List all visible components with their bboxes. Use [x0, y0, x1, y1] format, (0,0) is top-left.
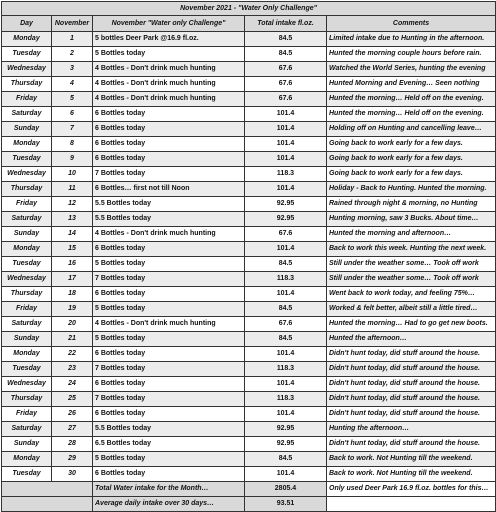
total-row: [2, 482, 496, 497]
date-cell[interactable]: 29: [52, 452, 93, 467]
challenge-cell[interactable]: 5.5 Bottles today: [93, 197, 245, 212]
day-cell[interactable]: Friday: [2, 92, 52, 107]
date-cell[interactable]: 11: [52, 182, 93, 197]
table-row: [2, 257, 496, 272]
table-row: [2, 212, 496, 227]
day-cell[interactable]: Monday: [2, 242, 52, 257]
comment-cell[interactable]: Still under the weather some… Took off work: [327, 257, 496, 272]
day-cell[interactable]: Monday: [2, 137, 52, 152]
date-cell[interactable]: 25: [52, 392, 93, 407]
total-cell[interactable]: 118.3: [245, 392, 327, 407]
header-row: [2, 16, 496, 32]
total-cell[interactable]: 101.4: [245, 107, 327, 122]
comment-cell[interactable]: Didn't hunt today, did stuff around the house.: [327, 407, 496, 422]
water-challenge-table: [1, 1, 496, 512]
total-cell[interactable]: 101.4: [245, 137, 327, 152]
date-cell[interactable]: 24: [52, 377, 93, 392]
challenge-cell[interactable]: 5.5 Bottles today: [93, 422, 245, 437]
date-cell[interactable]: 5: [52, 92, 93, 107]
date-cell[interactable]: 16: [52, 257, 93, 272]
day-cell[interactable]: Sunday: [2, 227, 52, 242]
date-cell[interactable]: 4: [52, 77, 93, 92]
table-row: [2, 392, 496, 407]
day-cell[interactable]: Tuesday: [2, 47, 52, 62]
total-cell[interactable]: 101.4: [245, 242, 327, 257]
day-cell[interactable]: Saturday: [2, 107, 52, 122]
date-cell[interactable]: 20: [52, 317, 93, 332]
table-row: [2, 332, 496, 347]
date-cell[interactable]: 26: [52, 407, 93, 422]
total-cell[interactable]: 84.5: [245, 332, 327, 347]
date-cell[interactable]: 1: [52, 32, 93, 47]
date-cell[interactable]: 23: [52, 362, 93, 377]
challenge-cell[interactable]: 5 Bottles today: [93, 257, 245, 272]
day-cell[interactable]: Sunday: [2, 437, 52, 452]
date-cell[interactable]: 27: [52, 422, 93, 437]
day-cell[interactable]: Tuesday: [2, 467, 52, 482]
table-row: [2, 437, 496, 452]
comment-cell[interactable]: Worked & felt better, albeit still a little tired…: [327, 302, 496, 317]
total-comment[interactable]: Only used Deer Park 16.9 fl.oz. bottles for this…: [327, 482, 496, 497]
table-row: [2, 317, 496, 332]
table-row: [2, 122, 496, 137]
average-row: [2, 497, 496, 512]
comment-cell[interactable]: Hunted the morning couple hours before rain.: [327, 47, 496, 62]
total-cell[interactable]: 101.4: [245, 467, 327, 482]
average-value[interactable]: 93.51: [245, 497, 327, 512]
day-cell[interactable]: Saturday: [2, 317, 52, 332]
table-row: [2, 452, 496, 467]
comment-cell[interactable]: Hunted Morning and Evening… Seen nothing: [327, 77, 496, 92]
date-cell[interactable]: 13: [52, 212, 93, 227]
comment-cell[interactable]: Hunting the afternoon…: [327, 422, 496, 437]
day-cell[interactable]: Tuesday: [2, 362, 52, 377]
table-row: [2, 77, 496, 92]
average-label[interactable]: Average daily intake over 30 days…: [93, 497, 245, 512]
header-date[interactable]: November: [52, 16, 93, 32]
total-cell[interactable]: 67.6: [245, 317, 327, 332]
day-cell[interactable]: Monday: [2, 452, 52, 467]
comment-cell[interactable]: Going back to work early for a few days.: [327, 137, 496, 152]
day-cell[interactable]: Monday: [2, 347, 52, 362]
table-row: [2, 287, 496, 302]
total-cell[interactable]: 67.6: [245, 77, 327, 92]
table-row: [2, 167, 496, 182]
total-cell[interactable]: 84.5: [245, 47, 327, 62]
comment-cell[interactable]: Rained through night & morning, no Hunting: [327, 197, 496, 212]
day-cell[interactable]: Thursday: [2, 77, 52, 92]
comment-cell[interactable]: Hunted the afternoon…: [327, 332, 496, 347]
comment-cell[interactable]: Hunted the morning… Had to go get new boots.: [327, 317, 496, 332]
challenge-cell[interactable]: 7 Bottles today: [93, 167, 245, 182]
comment-cell[interactable]: Going back to work early for a few days.: [327, 167, 496, 182]
total-cell[interactable]: 101.4: [245, 377, 327, 392]
total-cell[interactable]: 101.4: [245, 182, 327, 197]
challenge-cell[interactable]: 6 Bottles today: [93, 407, 245, 422]
total-cell[interactable]: 118.3: [245, 167, 327, 182]
day-cell[interactable]: Friday: [2, 407, 52, 422]
date-cell[interactable]: 19: [52, 302, 93, 317]
average-comment-empty[interactable]: [327, 497, 496, 512]
day-cell[interactable]: Sunday: [2, 332, 52, 347]
total-cell[interactable]: 101.4: [245, 347, 327, 362]
table-row: [2, 362, 496, 377]
day-cell[interactable]: Saturday: [2, 212, 52, 227]
comment-cell[interactable]: Hunted the morning… Held off on the evening.: [327, 107, 496, 122]
total-cell[interactable]: 67.6: [245, 227, 327, 242]
table-row: [2, 377, 496, 392]
total-cell[interactable]: 84.5: [245, 302, 327, 317]
table-row: [2, 32, 496, 47]
day-cell[interactable]: Friday: [2, 197, 52, 212]
comment-cell[interactable]: Going back to work early for a few days.: [327, 152, 496, 167]
comment-cell[interactable]: Went back to work today, and feeling 75%…: [327, 287, 496, 302]
table-row: [2, 422, 496, 437]
comment-cell[interactable]: Didn't hunt today, did stuff around the house.: [327, 362, 496, 377]
challenge-cell[interactable]: 5 bottles Deer Park @16.9 fl.oz.: [93, 32, 245, 47]
empty-cell[interactable]: [2, 482, 93, 497]
challenge-cell[interactable]: 6 Bottles today: [93, 242, 245, 257]
day-cell[interactable]: Wednesday: [2, 167, 52, 182]
day-cell[interactable]: Monday: [2, 32, 52, 47]
challenge-cell[interactable]: 6 Bottles today: [93, 122, 245, 137]
day-cell[interactable]: Tuesday: [2, 152, 52, 167]
total-cell[interactable]: 118.3: [245, 272, 327, 287]
header-day[interactable]: Day: [2, 16, 52, 32]
total-label[interactable]: Total Water intake for the Month…: [93, 482, 245, 497]
challenge-cell[interactable]: 5.5 Bottles today: [93, 212, 245, 227]
comment-cell[interactable]: Hunted the morning… Held off on the evening.: [327, 92, 496, 107]
total-cell[interactable]: 92.95: [245, 422, 327, 437]
date-cell[interactable]: 12: [52, 197, 93, 212]
comment-cell[interactable]: Holding off on Hunting and cancelling leave…: [327, 122, 496, 137]
comment-cell[interactable]: Watched the World Series, hunting the evening: [327, 62, 496, 77]
total-cell[interactable]: 84.5: [245, 452, 327, 467]
total-cell[interactable]: 84.5: [245, 257, 327, 272]
challenge-cell[interactable]: 6 Bottles today: [93, 377, 245, 392]
challenge-cell[interactable]: 6.5 Bottles today: [93, 437, 245, 452]
header-challenge[interactable]: November "Water only Challenge": [93, 16, 245, 32]
day-cell[interactable]: Wednesday: [2, 272, 52, 287]
table-row: [2, 347, 496, 362]
challenge-cell[interactable]: 7 Bottles today: [93, 392, 245, 407]
total-cell[interactable]: 101.4: [245, 122, 327, 137]
comment-cell[interactable]: Didn't hunt today, did stuff around the house.: [327, 437, 496, 452]
challenge-cell[interactable]: 5 Bottles today: [93, 332, 245, 347]
comment-cell[interactable]: Still under the weather some… Took off work: [327, 272, 496, 287]
total-cell[interactable]: 92.95: [245, 437, 327, 452]
challenge-cell[interactable]: 7 Bottles today: [93, 272, 245, 287]
table-row: [2, 272, 496, 287]
date-cell[interactable]: 18: [52, 287, 93, 302]
date-cell[interactable]: 17: [52, 272, 93, 287]
table-row: [2, 152, 496, 167]
comment-cell[interactable]: Hunted the morning and afternoon…: [327, 227, 496, 242]
date-cell[interactable]: 14: [52, 227, 93, 242]
day-cell[interactable]: Saturday: [2, 422, 52, 437]
total-cell[interactable]: 92.95: [245, 212, 327, 227]
date-cell[interactable]: 2: [52, 47, 93, 62]
empty-cell[interactable]: [2, 497, 93, 512]
table-row: [2, 242, 496, 257]
challenge-cell[interactable]: 6 Bottles today: [93, 137, 245, 152]
challenge-cell[interactable]: 5 Bottles today: [93, 47, 245, 62]
date-cell[interactable]: 21: [52, 332, 93, 347]
date-cell[interactable]: 9: [52, 152, 93, 167]
day-cell[interactable]: Thursday: [2, 392, 52, 407]
total-cell[interactable]: 118.3: [245, 362, 327, 377]
day-cell[interactable]: Wednesday: [2, 62, 52, 77]
comment-cell[interactable]: Limited intake due to Hunting in the afternoon.: [327, 32, 496, 47]
table-row: [2, 302, 496, 317]
challenge-cell[interactable]: 6 Bottles today: [93, 347, 245, 362]
date-cell[interactable]: 8: [52, 137, 93, 152]
total-cell[interactable]: 101.4: [245, 407, 327, 422]
comment-cell[interactable]: Holiday - Back to Hunting. Hunted the morning.: [327, 182, 496, 197]
date-cell[interactable]: 3: [52, 62, 93, 77]
day-cell[interactable]: Sunday: [2, 122, 52, 137]
challenge-cell[interactable]: 5 Bottles today: [93, 452, 245, 467]
table-row: [2, 47, 496, 62]
header-comments[interactable]: Comments: [327, 16, 496, 32]
challenge-cell[interactable]: 6 Bottles… first not till Noon: [93, 182, 245, 197]
date-cell[interactable]: 7: [52, 122, 93, 137]
header-total[interactable]: Total intake fl.oz.: [245, 16, 327, 32]
challenge-cell[interactable]: 7 Bottles today: [93, 362, 245, 377]
day-cell[interactable]: Thursday: [2, 287, 52, 302]
table-row: [2, 92, 496, 107]
date-cell[interactable]: 10: [52, 167, 93, 182]
day-cell[interactable]: Tuesday: [2, 257, 52, 272]
date-cell[interactable]: 22: [52, 347, 93, 362]
title-row: [2, 2, 496, 16]
day-cell[interactable]: Friday: [2, 302, 52, 317]
table-row: [2, 227, 496, 242]
challenge-cell[interactable]: 4 Bottles - Don't drink much hunting: [93, 62, 245, 77]
total-cell[interactable]: 84.5: [245, 32, 327, 47]
table-row: [2, 107, 496, 122]
table-row: [2, 467, 496, 482]
challenge-cell[interactable]: 5 Bottles today: [93, 302, 245, 317]
comment-cell[interactable]: Back to work. Not Hunting till the weekend.: [327, 452, 496, 467]
challenge-cell[interactable]: 6 Bottles today: [93, 107, 245, 122]
challenge-cell[interactable]: 4 Bottles - Don't drink much hunting: [93, 317, 245, 332]
table-row: [2, 62, 496, 77]
date-cell[interactable]: 30: [52, 467, 93, 482]
challenge-cell[interactable]: 4 Bottles - Don't drink much hunting: [93, 92, 245, 107]
challenge-cell[interactable]: 4 Bottles - Don't drink much hunting: [93, 227, 245, 242]
comment-cell[interactable]: Didn't hunt today, did stuff around the house.: [327, 392, 496, 407]
total-cell[interactable]: 67.6: [245, 92, 327, 107]
comment-cell[interactable]: Didn't hunt today, did stuff around the house.: [327, 377, 496, 392]
date-cell[interactable]: 28: [52, 437, 93, 452]
total-cell[interactable]: 67.6: [245, 62, 327, 77]
challenge-cell[interactable]: 4 Bottles - Don't drink much hunting: [93, 77, 245, 92]
comment-cell[interactable]: Didn't hunt today, did stuff around the house.: [327, 347, 496, 362]
total-cell[interactable]: 101.4: [245, 152, 327, 167]
comment-cell[interactable]: Back to work this week. Hunting the next week.: [327, 242, 496, 257]
table-row: [2, 197, 496, 212]
comment-cell[interactable]: Back to work. Not Hunting till the weekend.: [327, 467, 496, 482]
total-value[interactable]: 2805.4: [245, 482, 327, 497]
day-cell[interactable]: Wednesday: [2, 377, 52, 392]
table-row: [2, 407, 496, 422]
challenge-cell[interactable]: 6 Bottles today: [93, 467, 245, 482]
day-cell[interactable]: Thursday: [2, 182, 52, 197]
sheet-title[interactable]: November 2021 - "Water Only Challenge": [2, 2, 496, 16]
date-cell[interactable]: 6: [52, 107, 93, 122]
total-cell[interactable]: 101.4: [245, 287, 327, 302]
table-row: [2, 137, 496, 152]
total-cell[interactable]: 92.95: [245, 197, 327, 212]
comment-cell[interactable]: Hunting morning, saw 3 Bucks. About time…: [327, 212, 496, 227]
table-row: [2, 182, 496, 197]
challenge-cell[interactable]: 6 Bottles today: [93, 152, 245, 167]
date-cell[interactable]: 15: [52, 242, 93, 257]
challenge-cell[interactable]: 6 Bottles today: [93, 287, 245, 302]
